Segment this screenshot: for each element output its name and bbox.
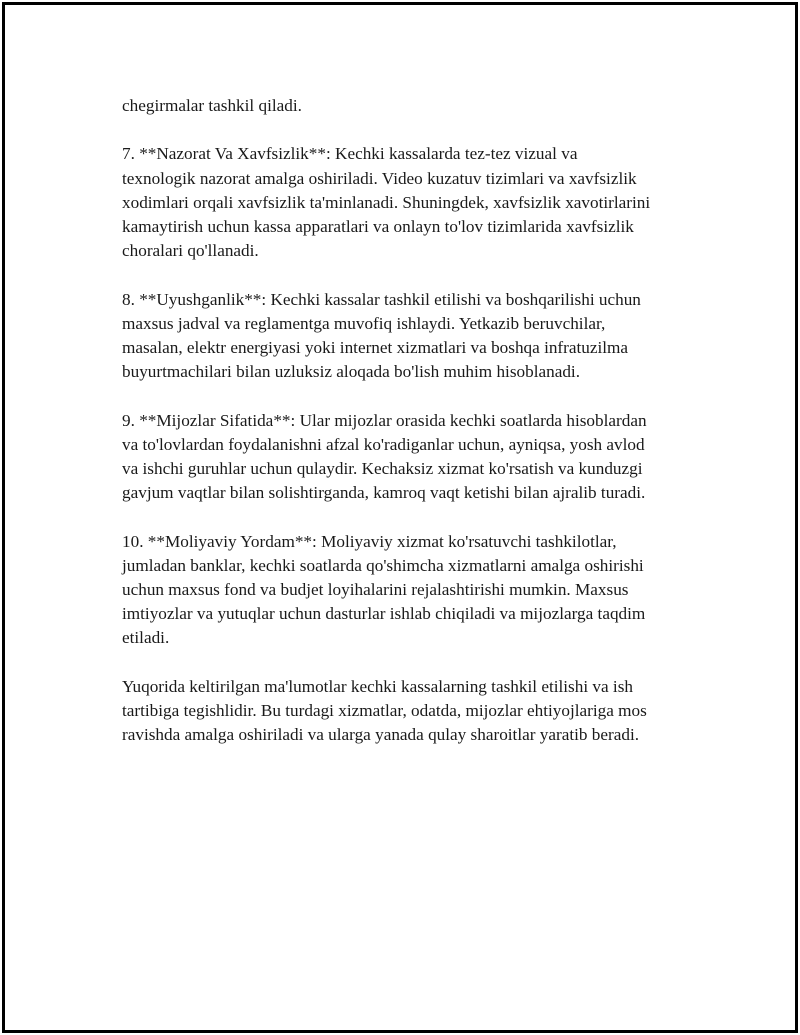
paragraph-item-8: 8. **Uyushganlik**: Kechki kassalar tashkil etilishi va boshqarilishi uchun maxsus jadval va reglamentga muvofiq ishlaydi. Yetkazib beruvchilar, masalan, elektr energiyasi yoki internet xizmatlari va boshqa infratuzilma buyurtmachilari bilan uzluksiz aloqada bo'lish muhim hisoblanadi.: [122, 289, 641, 382]
paragraph-continuation: chegirmalar tashkil qiladi.: [122, 96, 302, 115]
document-body: [122, 94, 712, 772]
paragraph-item-9: 9. **Mijozlar Sifatida**: Ular mijozlar orasida kechki soatlarda hisoblardan va to'lovlardan foydalanishni afzal ko'radiganlar uchun, ayniqsa, yosh avlod va ishchi guruhlar uchun qulaydir. Kechaksiz xizmat ko'rsatish va kunduzgi gavjum vaqtlar bilan solishtirganda, kamroq vaqt ketishi bilan ajralib turadi.: [122, 410, 647, 503]
paragraph-item-7: 7. **Nazorat Va Xavfsizlik**: Kechki kassalarda tez-tez vizual va texnologik nazorat amalga oshiriladi. Video kuzatuv tizimlari va xavfsizlik xodimlari orqali xavfsizlik ta'minlanadi. Shuningdek, xavfsizlik xavotirlarini kamaytirish uchun kassa apparatlari va onlayn to'lov tizimlarida xavfsizlik choralari qo'llanadi.: [122, 144, 651, 261]
paragraph-item-10: 10. **Moliyaviy Yordam**: Moliyaviy xizmat ko'rsatuvchi tashkilotlar, jumladan banklar, kechki soatlarda qo'shimcha xizmatlarni amalga oshirishi uchun maxsus fond va budjet loyihalarini rejalashtirishi mumkin. Maxsus imtiyozlar va yutuqlar uchun dasturlar ishlab chiqiladi va mijozlarga taqdim etiladi.: [122, 531, 646, 648]
page-frame: [2, 2, 798, 1033]
paragraph-conclusion: Yuqorida keltirilgan ma'lumotlar kechki kassalarning tashkil etilishi va ish tartibiga tegishlidir. Bu turdagi xizmatlar, odatda, mijozlar ehtiyojlariga mos ravishda amalga oshiriladi va ularga yanada qulay sharoitlar yaratib beradi.: [122, 676, 647, 745]
